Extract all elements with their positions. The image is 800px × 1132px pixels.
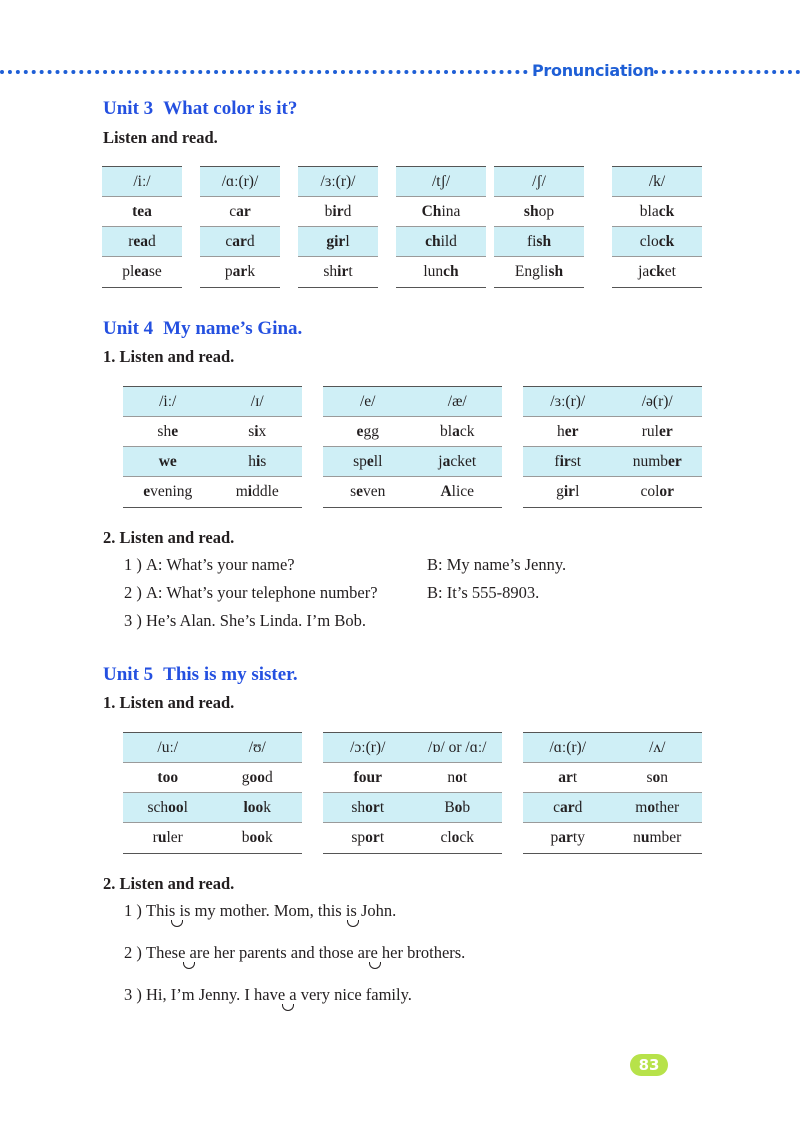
unit5-title: This is my sister. <box>163 664 298 685</box>
word-row <box>523 417 702 447</box>
sentence-2-number: 2 ) <box>124 943 142 962</box>
example-word: black <box>639 202 675 220</box>
example-word: her <box>556 422 579 440</box>
sound-header-row <box>123 733 302 763</box>
example-word: ruler <box>152 829 183 846</box>
word-row <box>494 257 584 287</box>
example-word: school <box>147 798 188 816</box>
word-row <box>102 197 182 227</box>
word-row <box>123 417 302 447</box>
unit3-table-3 <box>298 166 378 288</box>
example-word: spell <box>353 452 383 470</box>
example-word: girl <box>556 483 580 500</box>
unit3-title: What color is it? <box>163 98 298 119</box>
unit4-part1-instruction: 1. Listen and read. <box>103 347 235 366</box>
example-word: black <box>440 422 475 440</box>
word-row <box>523 793 702 823</box>
liaison-mark <box>347 920 359 927</box>
phonetic-symbol: /æ/ <box>447 392 467 410</box>
unit5-table-3 <box>523 732 702 854</box>
word-row <box>102 227 182 257</box>
liaison-mark <box>171 920 183 927</box>
sound-header-row <box>523 733 702 763</box>
dialogue-2-a: A: What’s your telephone number? <box>146 583 378 602</box>
example-word: clock <box>440 829 475 846</box>
phonetic-symbol: /ʊ/ <box>248 738 266 756</box>
dialogue-2-b: B: It’s 555-8903. <box>427 583 540 602</box>
example-word: good <box>241 768 273 786</box>
phonetic-symbol: /tʃ/ <box>431 172 451 190</box>
example-word: ruler <box>641 422 673 440</box>
unit3-number: Unit 3 <box>103 98 154 119</box>
word-row <box>523 823 702 853</box>
word-row <box>200 197 280 227</box>
dialogue-1-a: A: What’s your name? <box>146 555 295 574</box>
phonetic-symbol: /k/ <box>648 172 666 190</box>
example-word: fish <box>526 232 552 250</box>
unit3-table-6 <box>612 166 702 288</box>
unit3-table-4 <box>396 166 486 288</box>
word-row <box>396 257 486 287</box>
header-dots-right <box>654 70 800 74</box>
example-word: too <box>157 768 179 786</box>
example-word: car <box>229 202 251 220</box>
sentence-1-text: This is my mother. Mom, this is John. <box>146 901 397 920</box>
dialogue-1-number: 1 ) <box>124 555 142 574</box>
unit4-heading <box>103 318 302 340</box>
word-row <box>494 197 584 227</box>
word-row <box>396 227 486 257</box>
word-row <box>323 763 502 793</box>
example-word: number <box>633 829 682 846</box>
unit5-heading <box>103 664 298 686</box>
example-word: English <box>514 263 564 280</box>
phonetic-symbol: /iː/ <box>133 172 151 190</box>
sentence-1-number: 1 ) <box>124 901 142 920</box>
example-word: she <box>157 422 179 440</box>
unit5-number: Unit 5 <box>103 664 154 685</box>
unit5-part1-instruction: 1. Listen and read. <box>103 693 235 712</box>
example-word: jacket <box>438 452 477 470</box>
sound-header-row <box>612 167 702 197</box>
unit5-table-2 <box>323 732 502 854</box>
unit3-table-1 <box>102 166 182 288</box>
example-word: book <box>241 829 273 846</box>
word-row <box>323 447 502 477</box>
example-word: middle <box>235 483 279 500</box>
example-word: please <box>122 263 162 280</box>
word-row <box>200 257 280 287</box>
word-row <box>298 257 378 287</box>
word-row <box>523 477 702 507</box>
phonetic-symbol: /ɒ/ or /ɑː/ <box>428 738 487 756</box>
example-word: shirt <box>323 263 353 280</box>
unit4-number: Unit 4 <box>103 318 154 339</box>
sound-header-row <box>323 733 502 763</box>
sound-header-row <box>102 167 182 197</box>
example-word: four <box>353 768 382 786</box>
example-word: we <box>158 452 177 470</box>
example-word: short <box>351 798 385 816</box>
example-word: China <box>421 202 461 220</box>
dialogue-1-b: B: My name’s Jenny. <box>427 555 567 574</box>
word-row <box>298 197 378 227</box>
word-row <box>396 197 486 227</box>
example-word: jacket <box>638 263 676 280</box>
example-word: sport <box>351 829 385 846</box>
phonetic-symbol: /ɜː(r)/ <box>550 392 586 410</box>
word-row <box>612 227 702 257</box>
liaison-mark <box>183 962 195 969</box>
example-word: six <box>248 422 267 440</box>
example-word: card <box>225 232 255 250</box>
dialogue-3-number: 3 ) <box>124 611 142 630</box>
header-dots-left <box>0 70 528 74</box>
example-word: number <box>632 452 682 470</box>
example-word: bird <box>324 202 352 220</box>
page-number: 83 <box>630 1054 668 1076</box>
word-row <box>123 763 302 793</box>
dialogue-3-a: He’s Alan. She’s Linda. I’m Bob. <box>146 611 366 630</box>
unit5-part2-instruction: 2. Listen and read. <box>103 874 235 893</box>
sound-header-row <box>523 387 702 417</box>
phonetic-symbol: /ʃ/ <box>532 172 546 190</box>
example-word: read <box>128 232 156 250</box>
example-word: child <box>425 232 457 250</box>
example-word: park <box>224 263 256 280</box>
unit3-table-2 <box>200 166 280 288</box>
word-row <box>123 793 302 823</box>
word-row <box>323 793 502 823</box>
sound-header-row <box>323 387 502 417</box>
liaison-mark <box>369 962 381 969</box>
example-word: tea <box>132 202 152 220</box>
example-word: art <box>558 768 578 786</box>
phonetic-symbol: /ɪ/ <box>250 392 264 410</box>
phonetic-symbol: /ɔː(r)/ <box>350 738 386 756</box>
unit5-table-1 <box>123 732 302 854</box>
unit3-table-5 <box>494 166 584 288</box>
liaison-mark <box>282 1004 294 1011</box>
word-row <box>123 447 302 477</box>
sound-header-row <box>396 167 486 197</box>
unit4-table-1 <box>123 386 302 508</box>
example-word: clock <box>639 232 675 250</box>
example-word: card <box>553 798 583 816</box>
dialogue-2-number: 2 ) <box>124 583 142 602</box>
example-word: Alice <box>440 483 475 500</box>
example-word: first <box>554 452 582 470</box>
example-word: egg <box>356 422 379 440</box>
unit4-title: My name’s Gina. <box>163 318 303 339</box>
example-word: not <box>447 768 468 786</box>
example-word: Bob <box>444 798 471 816</box>
phonetic-symbol: /iː/ <box>159 392 177 410</box>
word-row <box>523 447 702 477</box>
unit4-table-3 <box>523 386 702 508</box>
word-row <box>323 823 502 853</box>
word-row <box>323 477 502 507</box>
example-word: shop <box>523 202 555 220</box>
phonetic-symbol: /e/ <box>360 392 376 410</box>
example-word: seven <box>350 483 386 500</box>
example-word: girl <box>326 232 350 250</box>
phonetic-symbol: /ɜː(r)/ <box>320 172 356 190</box>
sentence-3-text: Hi, I’m Jenny. I have a very nice family. <box>146 985 412 1004</box>
word-row <box>494 227 584 257</box>
sentence-2-text: These are her parents and those are her brothers. <box>146 943 466 962</box>
word-row <box>200 227 280 257</box>
word-row <box>123 477 302 507</box>
word-row <box>523 763 702 793</box>
word-row <box>612 257 702 287</box>
unit3-heading <box>103 98 297 120</box>
phonetic-symbol: /uː/ <box>157 738 179 756</box>
example-word: son <box>646 768 669 786</box>
phonetic-symbol: /ʌ/ <box>649 738 666 756</box>
sound-header-row <box>123 387 302 417</box>
word-row <box>102 257 182 287</box>
sound-header-row <box>494 167 584 197</box>
phonetic-symbol: /ɑː(r)/ <box>221 172 259 190</box>
example-word: look <box>243 798 272 816</box>
word-row <box>298 227 378 257</box>
word-row <box>612 197 702 227</box>
word-row <box>123 823 302 853</box>
sound-header-row <box>200 167 280 197</box>
example-word: lunch <box>423 263 459 280</box>
unit4-part2-instruction: 2. Listen and read. <box>103 528 235 547</box>
unit3-instruction: Listen and read. <box>103 128 218 147</box>
sentence-3-number: 3 ) <box>124 985 142 1004</box>
example-word: party <box>550 829 585 846</box>
example-word: his <box>248 452 267 470</box>
word-row <box>323 417 502 447</box>
phonetic-symbol: /ə(r)/ <box>641 392 673 410</box>
example-word: color <box>640 483 675 500</box>
section-title: Pronunciation <box>532 61 655 80</box>
example-word: evening <box>143 483 193 500</box>
unit4-table-2 <box>323 386 502 508</box>
phonetic-symbol: /ɑː(r)/ <box>549 738 586 756</box>
sound-header-row <box>298 167 378 197</box>
example-word: mother <box>635 798 680 816</box>
